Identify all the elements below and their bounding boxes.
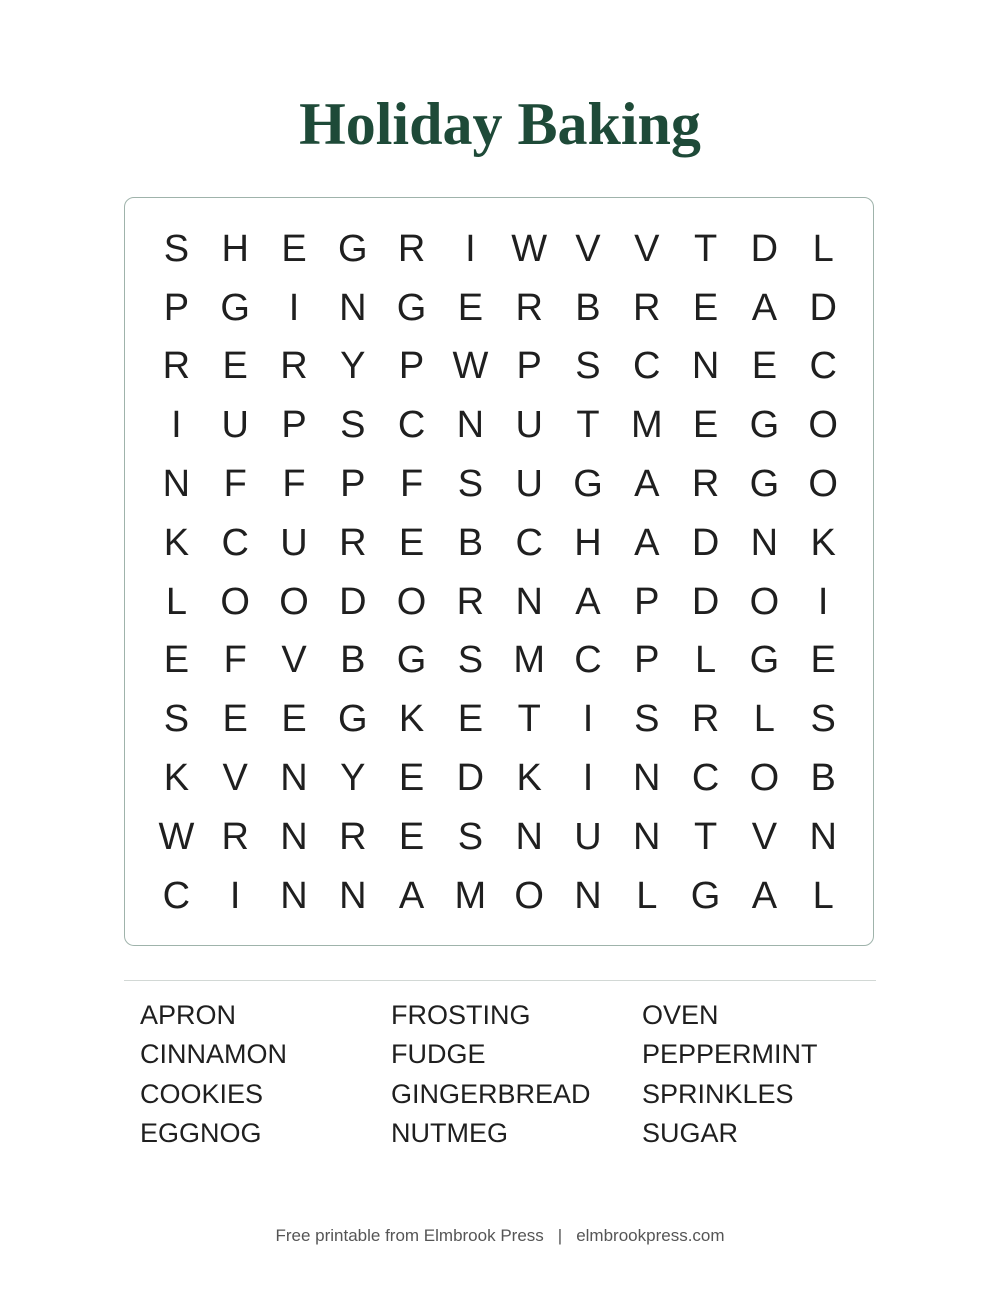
grid-cell[interactable]: K xyxy=(516,757,542,800)
grid-cell[interactable]: G xyxy=(749,639,780,682)
grid-cell[interactable]: U xyxy=(221,404,249,447)
grid-cell[interactable]: S xyxy=(634,698,660,741)
divider xyxy=(124,980,876,981)
word-list-item: EGGNOG xyxy=(140,1117,262,1148)
grid-cell[interactable]: I xyxy=(582,757,594,800)
grid-cell[interactable]: E xyxy=(692,404,719,447)
grid-cell[interactable]: N xyxy=(339,874,367,917)
grid-cell[interactable]: H xyxy=(221,227,249,270)
grid-cell[interactable]: P xyxy=(281,404,307,447)
grid-cell[interactable]: E xyxy=(810,639,836,682)
grid-cell[interactable]: S xyxy=(457,815,484,858)
grid-cell[interactable]: N xyxy=(633,815,661,858)
grid-cell[interactable]: I xyxy=(582,698,594,741)
grid-cell[interactable]: L xyxy=(165,580,187,623)
grid-cell[interactable]: A xyxy=(634,463,660,506)
grid-cell[interactable]: K xyxy=(163,757,190,800)
grid-cell[interactable]: P xyxy=(398,345,425,388)
grid-cell[interactable]: N xyxy=(691,345,720,388)
grid-cell[interactable]: S xyxy=(457,639,484,682)
grid-cell[interactable]: G xyxy=(690,874,721,917)
grid-cell[interactable]: G xyxy=(338,698,368,741)
grid-cell[interactable]: N xyxy=(280,815,308,858)
word-list-item: SPRINKLES xyxy=(642,1078,794,1109)
grid-cell[interactable]: P xyxy=(634,580,660,623)
grid-cell[interactable]: L xyxy=(636,874,658,917)
footer xyxy=(0,1226,1000,1246)
grid-cell[interactable]: H xyxy=(574,521,602,564)
grid-cell[interactable]: K xyxy=(810,521,836,564)
grid-cell[interactable]: N xyxy=(750,521,779,564)
grid-cell[interactable]: O xyxy=(220,580,250,623)
grid-cell[interactable]: F xyxy=(223,639,247,682)
word-list-item: PEPPERMINT xyxy=(642,1039,818,1070)
grid-cell[interactable]: I xyxy=(817,580,829,623)
puzzle-title: Holiday Baking xyxy=(299,91,701,157)
grid-cell[interactable]: S xyxy=(163,698,190,741)
grid-cell[interactable]: E xyxy=(281,698,307,741)
grid-cell[interactable]: B xyxy=(457,521,484,564)
word-list-item: COOKIES xyxy=(140,1078,264,1109)
grid-cell[interactable]: N xyxy=(633,757,661,800)
grid-cell[interactable]: O xyxy=(749,580,780,623)
grid-cell[interactable]: O xyxy=(749,757,780,800)
grid-cell[interactable]: E xyxy=(751,345,778,388)
grid-cell[interactable]: V xyxy=(751,815,778,858)
grid-cell[interactable]: C xyxy=(633,345,661,388)
word-list-column-2 xyxy=(391,996,591,1153)
grid-cell[interactable]: N xyxy=(574,874,602,917)
grid-cell[interactable]: U xyxy=(574,815,602,858)
grid-cell[interactable]: E xyxy=(398,815,425,858)
grid-cell[interactable]: I xyxy=(465,227,476,270)
grid-cell[interactable]: E xyxy=(692,286,719,329)
grid-cell[interactable]: O xyxy=(808,463,838,506)
grid-cell[interactable]: F xyxy=(282,463,306,506)
footer-site-link[interactable]: elmbrookpress.com xyxy=(576,1226,725,1245)
word-list-item: SUGAR xyxy=(642,1117,739,1148)
grid-cell[interactable]: V xyxy=(281,639,307,682)
grid-cell[interactable]: T xyxy=(693,815,718,858)
grid-cell[interactable]: R xyxy=(339,815,367,858)
grid-cell[interactable]: A xyxy=(751,874,778,917)
grid-cell[interactable]: E xyxy=(222,345,248,388)
grid-cell[interactable]: Y xyxy=(340,345,366,388)
grid-cell[interactable]: R xyxy=(221,815,249,858)
grid-cell[interactable]: N xyxy=(515,815,543,858)
grid-cell[interactable]: R xyxy=(456,580,485,623)
grid-cell[interactable]: R xyxy=(633,286,661,329)
grid-cell[interactable]: E xyxy=(457,698,484,741)
word-list-item: NUTMEG xyxy=(391,1117,508,1148)
grid-cell[interactable]: G xyxy=(749,404,780,447)
grid-cell[interactable]: K xyxy=(398,698,425,741)
grid-cell[interactable]: B xyxy=(810,757,836,800)
grid-cell[interactable]: I xyxy=(229,874,241,917)
word-list-item: FROSTING xyxy=(391,1000,531,1030)
grid-cell[interactable]: R xyxy=(691,698,720,741)
grid-cell[interactable]: A xyxy=(634,521,660,564)
grid-cell[interactable]: W xyxy=(452,345,489,388)
grid-cell[interactable]: V xyxy=(634,227,660,270)
grid-cell[interactable]: L xyxy=(812,227,834,270)
grid-cell[interactable]: G xyxy=(396,286,427,329)
grid-cell[interactable]: D xyxy=(809,286,837,329)
grid-cell[interactable]: N xyxy=(456,404,485,447)
word-list-item: APRON xyxy=(140,1000,237,1030)
grid-cell[interactable]: S xyxy=(457,463,484,506)
grid-cell[interactable]: S xyxy=(575,345,601,388)
grid-cell[interactable]: D xyxy=(456,757,485,800)
grid-cell[interactable]: D xyxy=(691,580,720,623)
grid-cell[interactable]: R xyxy=(162,345,191,388)
grid-cell[interactable]: W xyxy=(158,815,195,858)
grid-cell[interactable]: E xyxy=(222,698,248,741)
grid-cell[interactable]: I xyxy=(288,286,300,329)
grid-cell[interactable]: U xyxy=(515,404,543,447)
grid-cell[interactable]: L xyxy=(812,874,834,917)
grid-cell[interactable]: E xyxy=(398,757,425,800)
grid-cell[interactable]: N xyxy=(280,874,308,917)
grid-cell[interactable]: N xyxy=(515,580,543,623)
grid-cell[interactable]: S xyxy=(340,404,366,447)
grid-cell[interactable]: E xyxy=(163,639,190,682)
word-list-item: CINNAMON xyxy=(140,1039,287,1070)
grid-cell[interactable]: P xyxy=(163,286,190,329)
grid-cell[interactable]: C xyxy=(691,757,720,800)
grid-cell[interactable]: L xyxy=(695,639,717,682)
grid-cell[interactable]: N xyxy=(809,815,837,858)
grid-cell[interactable]: T xyxy=(576,404,600,447)
grid-cell[interactable]: G xyxy=(396,639,427,682)
grid-cell[interactable]: C xyxy=(221,521,249,564)
grid-cell[interactable]: D xyxy=(691,521,720,564)
grid-cell[interactable]: P xyxy=(340,463,366,506)
grid-cell[interactable]: C xyxy=(397,404,426,447)
word-list-item: GINGERBREAD xyxy=(391,1078,591,1109)
grid-cell[interactable]: D xyxy=(750,227,779,270)
grid-cell[interactable]: T xyxy=(693,227,718,270)
grid-cell[interactable]: O xyxy=(808,404,838,447)
grid-cell[interactable]: A xyxy=(575,580,601,623)
grid-cell[interactable]: M xyxy=(454,874,487,917)
grid-cell[interactable]: F xyxy=(399,463,424,506)
grid-cell[interactable]: R xyxy=(397,227,426,270)
grid-cell[interactable]: A xyxy=(398,874,425,917)
grid-cell[interactable]: B xyxy=(340,639,366,682)
grid-cell[interactable]: V xyxy=(222,757,248,800)
grid-cell[interactable]: C xyxy=(809,345,837,388)
footer-separator: | xyxy=(557,1226,563,1245)
grid-cell[interactable]: G xyxy=(749,463,780,506)
grid-cell[interactable]: O xyxy=(514,874,544,917)
grid-cell[interactable]: S xyxy=(163,227,190,270)
grid-cell[interactable]: G xyxy=(338,227,368,270)
grid-cell[interactable]: U xyxy=(280,521,308,564)
word-list-column-3 xyxy=(642,996,818,1153)
grid-cell[interactable]: O xyxy=(279,580,309,623)
grid-cell[interactable]: P xyxy=(634,639,660,682)
word-list-item: FUDGE xyxy=(391,1039,486,1070)
grid-cell[interactable]: A xyxy=(751,286,778,329)
grid-cell[interactable]: N xyxy=(162,463,191,506)
grid-cell[interactable]: U xyxy=(515,463,543,506)
grid-cell[interactable]: Y xyxy=(340,757,366,800)
grid-cell[interactable]: B xyxy=(575,286,601,329)
grid-cell[interactable]: P xyxy=(516,345,542,388)
grid-cell[interactable]: E xyxy=(398,521,425,564)
word-list-column-1 xyxy=(140,996,287,1153)
footer-credit: Free printable from Elmbrook Press xyxy=(275,1226,544,1245)
grid-cell[interactable]: R xyxy=(280,345,308,388)
grid-cell[interactable]: W xyxy=(511,227,548,270)
grid-cell[interactable]: K xyxy=(163,521,190,564)
grid-cell[interactable]: F xyxy=(223,463,247,506)
grid-cell[interactable]: R xyxy=(515,286,543,329)
grid-cell[interactable]: L xyxy=(753,698,775,741)
grid-cell[interactable]: C xyxy=(162,874,191,917)
grid-cell[interactable]: N xyxy=(339,286,367,329)
grid-cell[interactable]: M xyxy=(513,639,545,682)
grid-cell[interactable]: O xyxy=(396,580,427,623)
grid-cell[interactable]: G xyxy=(573,463,603,506)
grid-cell[interactable]: V xyxy=(575,227,601,270)
grid-cell[interactable]: G xyxy=(220,286,250,329)
grid-cell[interactable]: E xyxy=(457,286,484,329)
word-list-item: OVEN xyxy=(642,1000,719,1030)
grid-cell[interactable]: S xyxy=(810,698,836,741)
grid-cell[interactable]: D xyxy=(339,580,367,623)
grid-cell[interactable]: R xyxy=(691,463,720,506)
grid-cell[interactable]: C xyxy=(515,521,543,564)
grid-cell[interactable]: N xyxy=(280,757,308,800)
grid-cell[interactable]: T xyxy=(517,698,541,741)
grid-cell[interactable]: C xyxy=(574,639,602,682)
grid-cell[interactable]: E xyxy=(281,227,307,270)
grid-cell[interactable]: R xyxy=(339,521,367,564)
letter-grid[interactable] xyxy=(147,220,853,926)
grid-cell[interactable]: M xyxy=(630,404,663,447)
grid-cell[interactable]: I xyxy=(171,404,182,447)
